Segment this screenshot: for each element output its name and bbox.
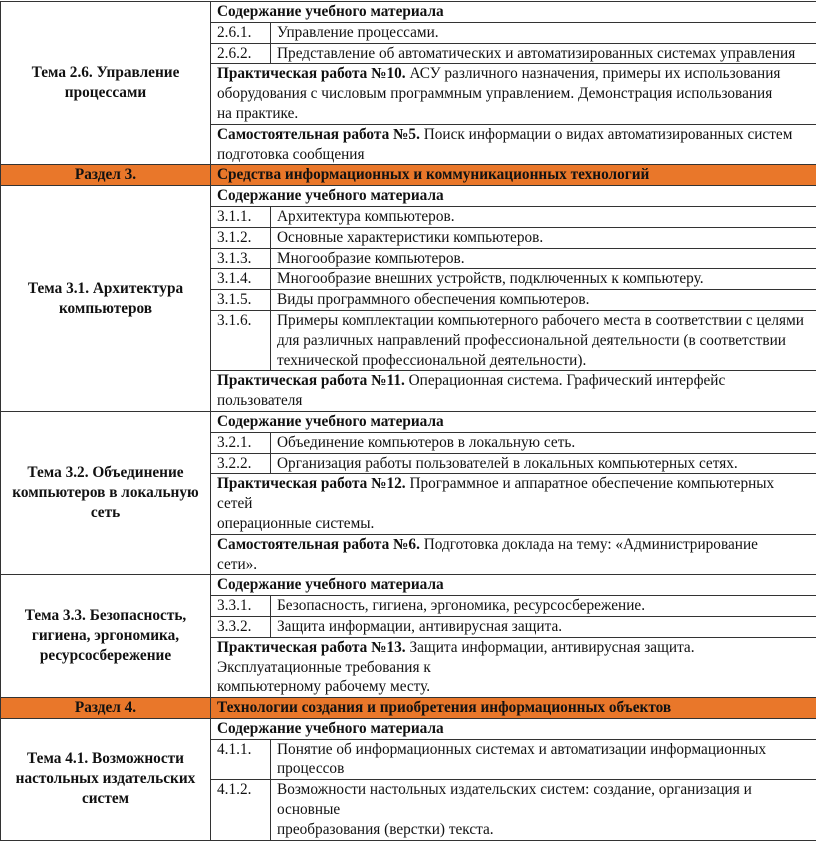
content-header <box>211 2 816 23</box>
item-text <box>271 310 816 370</box>
item-text <box>271 616 816 637</box>
item-text <box>271 206 816 227</box>
work-text <box>211 637 816 697</box>
item-number: 3.3.2. <box>211 616 271 637</box>
item-text <box>271 248 816 269</box>
text-line: Организация работы пользователей в локальных компьютерных сетях. <box>277 454 810 474</box>
item-text <box>271 739 816 780</box>
header-text: Содержание учебного материала <box>217 3 444 20</box>
item-number: 2.6.2. <box>211 43 271 64</box>
text-line: оборудования с числовым программным управлением. Демонстрация использования <box>217 84 810 104</box>
section-label: Раздел 3. <box>1 165 211 186</box>
item-number: 3.1.2. <box>211 227 271 248</box>
curriculum-table <box>0 1 816 841</box>
work-title: Практическая работа №13. <box>217 639 406 656</box>
item-number: 2.6.1. <box>211 22 271 43</box>
text-line: компьютерному рабочему месту. <box>217 677 810 697</box>
text-line: для различных направлений профессиональной деятельности (в соответствии <box>277 331 810 351</box>
text-line: Объединение компьютеров в локальную сеть. <box>277 433 810 453</box>
text-line: Практическая работа №13. Защита информации, антивирусная защита. Эксплуатационные требования к <box>217 638 810 678</box>
text-line: Самостоятельная работа №6. Подготовка доклада на тему: «Администрирование <box>217 535 810 555</box>
item-text <box>271 780 816 840</box>
text-line: Безопасность, гигиена, эргономика, ресурсосбережение. <box>277 596 810 616</box>
header-text: Содержание учебного материала <box>217 187 444 204</box>
work-text <box>211 474 816 534</box>
item-text <box>271 22 816 43</box>
text-line: операционные системы. <box>217 514 810 534</box>
table-row <box>1 575 816 596</box>
topic-title: Тема 4.1. Возможности настольных издательских систем <box>1 718 211 840</box>
item-text <box>271 227 816 248</box>
table-row <box>1 718 816 739</box>
item-text <box>271 596 816 617</box>
work-title: Самостоятельная работа №6. <box>217 536 420 553</box>
item-number: 3.1.4. <box>211 269 271 290</box>
item-number: 4.1.2. <box>211 780 271 840</box>
content-header <box>211 718 816 739</box>
item-number: 3.1.5. <box>211 290 271 311</box>
topic-title: Тема 3.3. Безопасность, гигиена, эргономика, ресурсосбережение <box>1 575 211 698</box>
text-line: Самостоятельная работа №5. Поиск информации о видах автоматизированных систем <box>217 125 810 145</box>
item-number: 3.3.1. <box>211 596 271 617</box>
section-title: Средства информационных и коммуникационных технологий <box>211 165 816 186</box>
work-title: Практическая работа №11. <box>217 372 405 389</box>
work-title: Практическая работа №12. <box>217 475 406 492</box>
text-line: на практике. <box>217 104 810 124</box>
header-text: Содержание учебного материала <box>217 576 444 593</box>
text-line: Многообразие компьютеров. <box>277 249 810 269</box>
text-line: Виды программного обеспечения компьютеров. <box>277 290 810 310</box>
work-text <box>211 64 816 124</box>
item-number: 3.1.1. <box>211 206 271 227</box>
text-line: Представление об автоматических и автоматизированных системах управления <box>277 44 810 64</box>
item-number: 4.1.1. <box>211 739 271 780</box>
section-title: Технологии создания и приобретения информационных объектов <box>211 698 816 719</box>
item-text <box>271 43 816 64</box>
header-text: Содержание учебного материала <box>217 413 444 430</box>
topic-title: Тема 3.1. Архитектура компьютеров <box>1 186 211 412</box>
text-line: сети». <box>217 555 810 575</box>
text-line: Практическая работа №12. Программное и аппаратное обеспечение компьютерных сетей <box>217 474 810 514</box>
text-line: Многообразие внешних устройств, подключенных к компьютеру. <box>277 269 810 289</box>
work-text <box>211 534 816 575</box>
text-line: Понятие об информационных системах и автоматизации информационных процессов <box>277 740 810 780</box>
topic-title: Тема 2.6. Управление процессами <box>1 2 211 165</box>
item-number: 3.1.6. <box>211 310 271 370</box>
text-line: Архитектура компьютеров. <box>277 207 810 227</box>
item-text <box>271 269 816 290</box>
text-line: технической профессиональной деятельности). <box>277 351 810 371</box>
topic-title: Тема 3.2. Объединение компьютеров в локальную сеть <box>1 411 211 574</box>
work-title: Практическая работа №10. <box>217 65 406 82</box>
item-number: 3.2.2. <box>211 453 271 474</box>
item-text <box>271 453 816 474</box>
text-line: Управление процессами. <box>277 23 810 43</box>
work-title: Самостоятельная работа №5. <box>217 126 420 143</box>
content-header <box>211 575 816 596</box>
content-header <box>211 186 816 207</box>
table-row <box>1 411 816 432</box>
table-row <box>1 2 816 23</box>
item-text <box>271 432 816 453</box>
text-line: Практическая работа №11. Операционная система. Графический интерфейс пользователя <box>217 371 810 411</box>
item-number: 3.2.1. <box>211 432 271 453</box>
text-line: Основные характеристики компьютеров. <box>277 228 810 248</box>
section-label: Раздел 4. <box>1 698 211 719</box>
section-row <box>1 165 816 186</box>
item-number: 3.1.3. <box>211 248 271 269</box>
text-line: Практическая работа №10. АСУ различного назначения, примеры их использования <box>217 64 810 84</box>
text-line: Защита информации, антивирусная защита. <box>277 617 810 637</box>
header-text: Содержание учебного материала <box>217 720 444 737</box>
text-line: Возможности настольных издательских систем: создание, организация и основные <box>277 780 810 820</box>
text-line: Примеры комплектации компьютерного рабочего места в соответствии с целями <box>277 311 810 331</box>
table-row <box>1 186 816 207</box>
content-header <box>211 411 816 432</box>
item-text <box>271 290 816 311</box>
text-line: преобразования (верстки) текста. <box>277 820 810 840</box>
work-text <box>211 371 816 412</box>
text-line: подготовка сообщения <box>217 145 810 165</box>
work-text <box>211 124 816 165</box>
section-row <box>1 698 816 719</box>
